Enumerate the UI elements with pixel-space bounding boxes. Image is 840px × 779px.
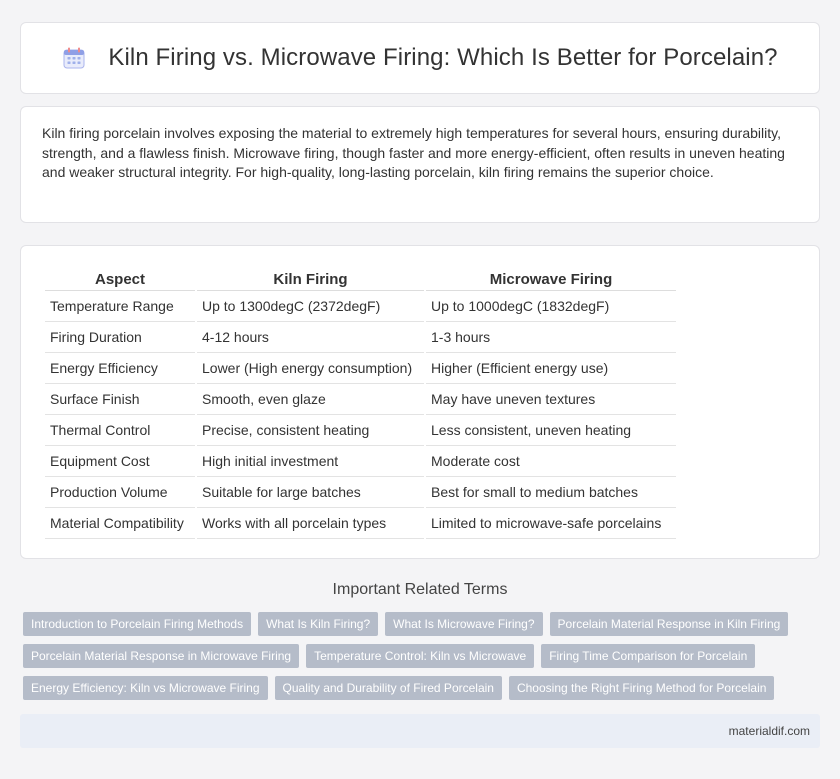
calendar-icon xyxy=(62,46,86,70)
table-row xyxy=(45,291,676,322)
table-cell: Surface Finish xyxy=(45,384,195,415)
table-cell: Best for small to medium batches xyxy=(426,477,676,508)
comparison-table xyxy=(43,266,678,539)
table-cell: 4-12 hours xyxy=(197,322,424,353)
tag-temperature-control[interactable]: Temperature Control: Kiln vs Microwave xyxy=(306,644,534,668)
table-cell: Up to 1000degC (1832degF) xyxy=(426,291,676,322)
tag-kiln-material-response[interactable]: Porcelain Material Response in Kiln Firing xyxy=(550,612,789,636)
table-cell: Firing Duration xyxy=(45,322,195,353)
intro-paragraph: Kiln firing porcelain involves exposing the material to extremely high temperatures for several hours, ensuring durability, strength, and a flawless finish. Microwave firing, though faster and more energy-efficient, often results in uneven heating and weaker structural integrity. For high-quality, long-lasting porcelain, kiln firing remains the superior choice. xyxy=(42,125,785,180)
page-title: Kiln Firing vs. Microwave Firing: Which Is Better for Porcelain? xyxy=(108,44,778,71)
table-cell: Production Volume xyxy=(45,477,195,508)
table-cell: Material Compatibility xyxy=(45,508,195,539)
tag-porcelain-firing-methods[interactable]: Introduction to Porcelain Firing Methods xyxy=(23,612,251,636)
table-cell: Equipment Cost xyxy=(45,446,195,477)
table-cell: High initial investment xyxy=(197,446,424,477)
table-cell: Limited to microwave-safe porcelains xyxy=(426,508,676,539)
table-cell: Up to 1300degC (2372degF) xyxy=(197,291,424,322)
related-terms-heading: Important Related Terms xyxy=(332,581,508,598)
tag-quality-durability[interactable]: Quality and Durability of Fired Porcelain xyxy=(275,676,502,700)
table-cell: Lower (High energy consumption) xyxy=(197,353,424,384)
table-row xyxy=(45,508,676,539)
footer xyxy=(20,714,820,748)
table-cell: Smooth, even glaze xyxy=(197,384,424,415)
table-row xyxy=(45,477,676,508)
footer-site-link[interactable]: materialdif.com xyxy=(728,724,810,738)
tag-energy-efficiency[interactable]: Energy Efficiency: Kiln vs Microwave Firing xyxy=(23,676,268,700)
table-cell: Thermal Control xyxy=(45,415,195,446)
tag-microwave-material-response[interactable]: Porcelain Material Response in Microwave Firing xyxy=(23,644,299,668)
header-microwave-firing: Microwave Firing xyxy=(426,266,676,291)
tag-what-is-microwave-firing[interactable]: What Is Microwave Firing? xyxy=(385,612,542,636)
comparison-table-card xyxy=(20,245,820,559)
table-cell: Less consistent, uneven heating xyxy=(426,415,676,446)
tag-row xyxy=(23,676,823,700)
table-cell: Suitable for large batches xyxy=(197,477,424,508)
tag-choosing-firing-method[interactable]: Choosing the Right Firing Method for Porcelain xyxy=(509,676,774,700)
intro-card xyxy=(20,106,820,223)
table-cell: May have uneven textures xyxy=(426,384,676,415)
tag-row xyxy=(23,644,823,668)
table-row xyxy=(45,353,676,384)
table-row xyxy=(45,322,676,353)
title-card xyxy=(20,22,820,94)
tag-row xyxy=(23,612,823,636)
table-header-row xyxy=(45,266,676,291)
header-kiln-firing: Kiln Firing xyxy=(197,266,424,291)
table-cell: Temperature Range xyxy=(45,291,195,322)
related-terms-tags xyxy=(23,612,823,708)
tag-firing-time-comparison[interactable]: Firing Time Comparison for Porcelain xyxy=(541,644,755,668)
table-row xyxy=(45,415,676,446)
table-cell: Moderate cost xyxy=(426,446,676,477)
table-cell: Energy Efficiency xyxy=(45,353,195,384)
table-cell: Works with all porcelain types xyxy=(197,508,424,539)
table-cell: Precise, consistent heating xyxy=(197,415,424,446)
table-row xyxy=(45,446,676,477)
table-cell: 1-3 hours xyxy=(426,322,676,353)
tag-what-is-kiln-firing[interactable]: What Is Kiln Firing? xyxy=(258,612,378,636)
header-aspect: Aspect xyxy=(45,266,195,291)
table-cell: Higher (Efficient energy use) xyxy=(426,353,676,384)
table-row xyxy=(45,384,676,415)
